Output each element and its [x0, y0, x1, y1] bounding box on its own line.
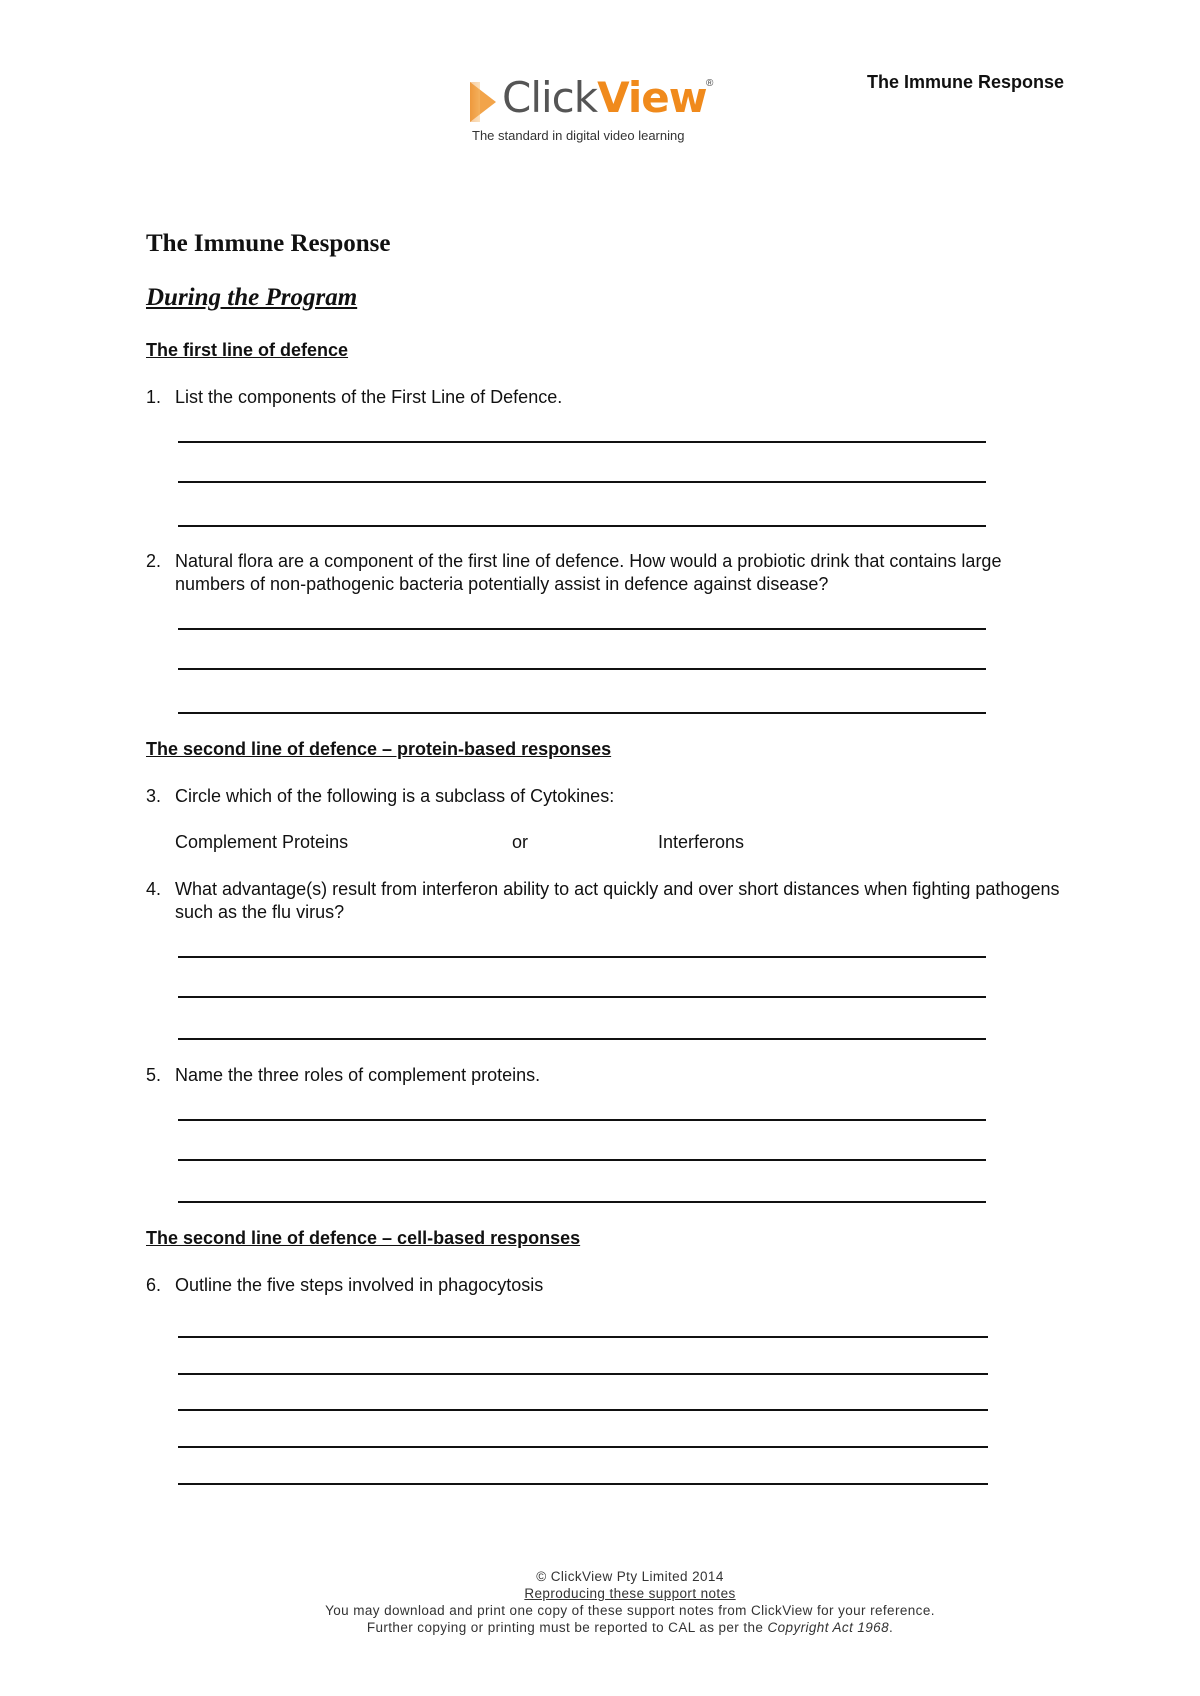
footer-line-2-prefix: Further copying or printing must be reported to CAL as per the: [366, 1620, 768, 1635]
question-text: Name the three roles of complement proteins.: [175, 1065, 541, 1085]
header-title: The Immune Response: [866, 72, 1064, 92]
answer-line[interactable]: [178, 628, 986, 630]
question-5: [146, 1064, 1076, 1087]
question-number: 1.: [146, 387, 162, 407]
section-title: During the Program: [146, 284, 358, 311]
footer-copyright: © ClickView Pty Limited 2014: [536, 1569, 724, 1584]
subheading-cell-based: The second line of defence – cell-based responses: [146, 1228, 581, 1248]
logo-word-click: Click: [502, 73, 598, 122]
question-text: Circle which of the following is a subclass of Cytokines:: [175, 786, 615, 806]
answer-line[interactable]: [178, 1336, 988, 1338]
question-1: [146, 386, 1076, 409]
answer-line[interactable]: [178, 668, 986, 670]
answer-line[interactable]: [178, 1159, 986, 1161]
logo-tagline: The standard in digital video learning: [472, 128, 685, 143]
choice-separator: or: [512, 832, 529, 852]
question-6: [146, 1274, 1076, 1297]
question-number: 6.: [146, 1275, 162, 1295]
answer-line[interactable]: [178, 1373, 988, 1375]
logo-word-view: View: [597, 73, 707, 122]
footer-line-2: [0, 1619, 1200, 1636]
answer-line[interactable]: [178, 956, 986, 958]
question-text: What advantage(s) result from interferon ability to act quickly and over short distances when fighting pathogens such as the flu virus?: [175, 879, 1060, 922]
answer-line[interactable]: [178, 525, 986, 527]
question-number: 3.: [146, 786, 162, 806]
document-title: The Immune Response: [146, 230, 391, 257]
choice-interferons[interactable]: Interferons: [658, 832, 745, 852]
footer: [0, 1568, 1200, 1636]
subheading-protein-based: The second line of defence – protein-based responses: [146, 739, 612, 759]
answer-line[interactable]: [178, 1409, 988, 1411]
answer-line[interactable]: [178, 1201, 986, 1203]
answer-line[interactable]: [178, 1483, 988, 1485]
footer-copyright-act: Copyright Act 1968: [767, 1620, 889, 1635]
logo-registered-mark: ®: [706, 78, 714, 89]
answer-line[interactable]: [178, 1446, 988, 1448]
question-number: 4.: [146, 879, 162, 899]
question-text: List the components of the First Line of Defence.: [175, 387, 563, 407]
answer-line[interactable]: [178, 441, 986, 443]
footer-reproducing-link[interactable]: Reproducing these support notes: [524, 1586, 736, 1601]
question-text: Outline the five steps involved in phagocytosis: [175, 1275, 544, 1295]
answer-line[interactable]: [178, 1038, 986, 1040]
answer-line[interactable]: [178, 1119, 986, 1121]
choice-complement-proteins[interactable]: Complement Proteins: [175, 832, 349, 852]
footer-line-1: You may download and print one copy of these support notes from ClickView for your reference.: [325, 1603, 935, 1618]
clickview-logo: [470, 72, 730, 152]
question-number: 5.: [146, 1065, 162, 1085]
question-2: [146, 550, 1076, 596]
question-text: Natural flora are a component of the first line of defence. How would a probiotic drink that contains large numbers of non-pathogenic bacteria potentially assist in defence against disease?: [175, 551, 1002, 594]
question-number: 2.: [146, 551, 162, 571]
subheading-first-line: The first line of defence: [146, 340, 349, 360]
answer-line[interactable]: [178, 996, 986, 998]
play-arrow-icon: [470, 82, 496, 122]
question-3: [146, 785, 1076, 808]
logo-wordmark: [502, 72, 707, 124]
answer-line[interactable]: [178, 481, 986, 483]
answer-line[interactable]: [178, 712, 986, 714]
question-4: [146, 878, 1076, 924]
footer-line-2-suffix: .: [889, 1620, 894, 1635]
